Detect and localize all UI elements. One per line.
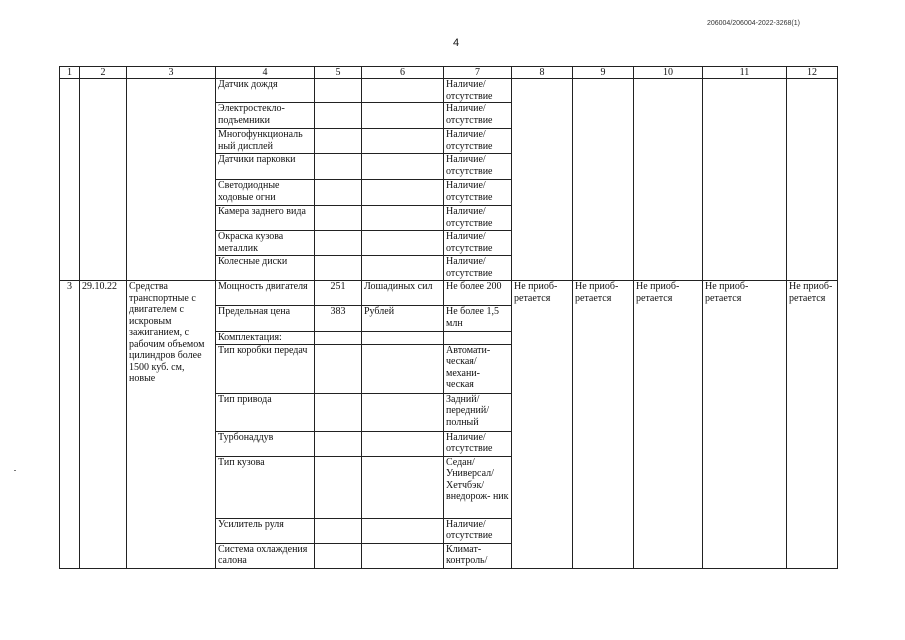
status-cell: Не приоб- ретается — [512, 281, 573, 569]
characteristic-value: Наличие/ отсутствие — [444, 518, 512, 543]
margin-mark — [14, 470, 16, 471]
characteristic-name: Датчик дождя — [216, 79, 315, 103]
item-number-cell: 3 — [60, 281, 80, 569]
column-header: 6 — [362, 67, 444, 79]
column-header: 10 — [634, 67, 703, 79]
column-header: 7 — [444, 67, 512, 79]
column-header: 8 — [512, 67, 573, 79]
characteristic-value: Наличие/ отсутствие — [444, 180, 512, 206]
item-description-cell — [127, 79, 216, 281]
characteristic-name: Тип привода — [216, 393, 315, 431]
characteristic-name: Усилитель руля — [216, 518, 315, 543]
characteristic-code — [315, 393, 362, 431]
status-cell — [703, 79, 787, 281]
characteristic-value: Наличие/ отсутствие — [444, 79, 512, 103]
characteristic-name: Многофункциональ ный дисплей — [216, 129, 315, 154]
characteristic-name: Окраска кузова металлик — [216, 231, 315, 256]
status-cell: Не приоб- ретается — [787, 281, 838, 569]
characteristic-code — [315, 103, 362, 129]
status-cell: Не приоб- ретается — [703, 281, 787, 569]
characteristic-value: Наличие/ отсутствие — [444, 256, 512, 281]
table-row — [60, 281, 838, 306]
characteristic-value: Наличие/ отсутствие — [444, 231, 512, 256]
characteristic-value: Наличие/ отсутствие — [444, 154, 512, 180]
characteristic-unit — [362, 129, 444, 154]
characteristic-code — [315, 332, 362, 345]
characteristic-unit: Рублей — [362, 306, 444, 332]
characteristic-unit — [362, 332, 444, 345]
column-header: 11 — [703, 67, 787, 79]
characteristic-value: Наличие/ отсутствие — [444, 431, 512, 456]
item-number-cell — [60, 79, 80, 281]
column-header: 3 — [127, 67, 216, 79]
characteristic-code — [315, 79, 362, 103]
characteristic-code — [315, 231, 362, 256]
characteristic-unit — [362, 431, 444, 456]
table-row — [60, 79, 838, 103]
characteristic-unit — [362, 79, 444, 103]
characteristic-unit — [362, 543, 444, 568]
characteristic-unit — [362, 180, 444, 206]
characteristic-unit — [362, 154, 444, 180]
characteristic-name: Тип коробки передач — [216, 344, 315, 393]
characteristic-value: Наличие/ отсутствие — [444, 129, 512, 154]
status-cell — [512, 79, 573, 281]
procurement-table — [59, 66, 838, 569]
item-date-cell — [80, 79, 127, 281]
characteristic-code — [315, 344, 362, 393]
item-date-cell: 29.10.22 — [80, 281, 127, 569]
characteristic-name: Предельная цена — [216, 306, 315, 332]
characteristic-code — [315, 129, 362, 154]
status-cell — [634, 79, 703, 281]
characteristic-unit — [362, 456, 444, 518]
characteristic-value: Не более 200 — [444, 281, 512, 306]
characteristic-unit — [362, 393, 444, 431]
characteristic-value: Наличие/ отсутствие — [444, 103, 512, 129]
characteristic-value: Седан/ Универсал/ Хетчбэк/ внедорож- ник — [444, 456, 512, 518]
characteristic-unit — [362, 518, 444, 543]
status-cell — [573, 79, 634, 281]
characteristic-value: Задний/ передний/ полный — [444, 393, 512, 431]
characteristic-code: 251 — [315, 281, 362, 306]
item-description-cell: Средства транспортные с двигателем с искровым зажиганием, с рабочим объемом цилиндров более 1500 куб. см, новые — [127, 281, 216, 569]
characteristic-code — [315, 180, 362, 206]
characteristic-name: Колесные диски — [216, 256, 315, 281]
characteristic-code: 383 — [315, 306, 362, 332]
page-number: 4 — [453, 37, 460, 49]
characteristic-value — [444, 332, 512, 345]
characteristic-name: Электростекло- подъемники — [216, 103, 315, 129]
column-header: 9 — [573, 67, 634, 79]
configuration-label: Комплектация: — [216, 332, 315, 345]
characteristic-name: Тип кузова — [216, 456, 315, 518]
characteristic-code — [315, 518, 362, 543]
column-header: 5 — [315, 67, 362, 79]
status-cell: Не приоб- ретается — [573, 281, 634, 569]
characteristic-value: Не более 1,5 млн — [444, 306, 512, 332]
status-cell: Не приоб- ретается — [634, 281, 703, 569]
characteristic-code — [315, 206, 362, 231]
characteristic-value: Автомати- ческая/ механи- ческая — [444, 344, 512, 393]
characteristic-name: Светодиодные ходовые огни — [216, 180, 315, 206]
characteristic-unit — [362, 206, 444, 231]
characteristic-unit: Лошадиных сил — [362, 281, 444, 306]
column-header: 2 — [80, 67, 127, 79]
status-cell — [787, 79, 838, 281]
characteristic-name: Турбонаддув — [216, 431, 315, 456]
column-header: 1 — [60, 67, 80, 79]
characteristic-name: Система охлаждения салона — [216, 543, 315, 568]
document-reference: 206004/206004-2022-3268(1) — [706, 20, 800, 27]
characteristic-name: Датчики парковки — [216, 154, 315, 180]
characteristic-code — [315, 256, 362, 281]
characteristic-code — [315, 431, 362, 456]
characteristic-name: Камера заднего вида — [216, 206, 315, 231]
column-number-row — [60, 67, 838, 79]
characteristic-code — [315, 543, 362, 568]
column-header: 12 — [787, 67, 838, 79]
characteristic-value: Наличие/ отсутствие — [444, 206, 512, 231]
characteristic-unit — [362, 256, 444, 281]
characteristic-code — [315, 456, 362, 518]
characteristic-unit — [362, 344, 444, 393]
characteristic-name: Мощность двигателя — [216, 281, 315, 306]
characteristic-code — [315, 154, 362, 180]
column-header: 4 — [216, 67, 315, 79]
characteristic-unit — [362, 103, 444, 129]
characteristic-unit — [362, 231, 444, 256]
characteristic-value: Климат- контроль/ — [444, 543, 512, 568]
